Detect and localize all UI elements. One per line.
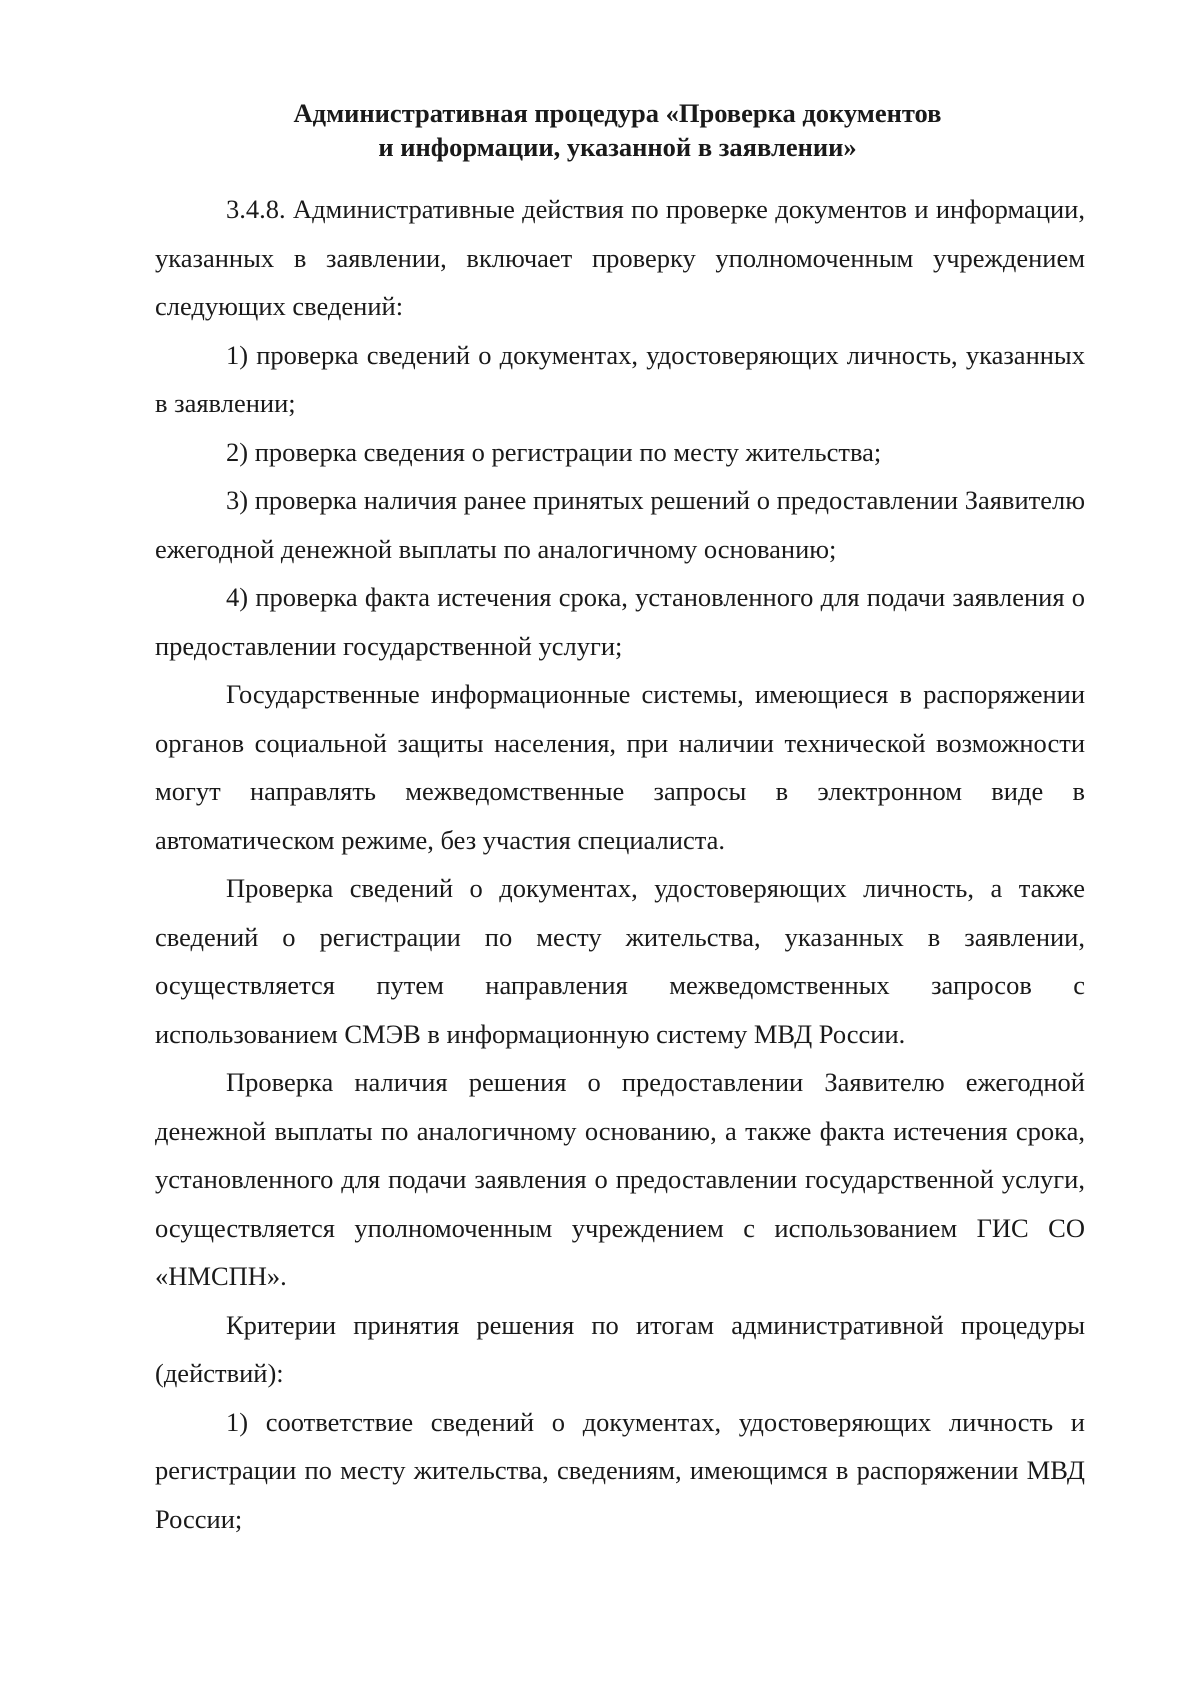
- list-item-2: 2) проверка сведения о регистрации по месту жительства;: [226, 436, 882, 467]
- document-body: [155, 185, 1085, 1543]
- paragraph-info-systems: Государственные информационные системы, имеющиеся в распоряжении органов социальной защиты населения, при наличии технической возможности могут направлять межведомственные запросы в электронном виде в автоматическом режиме, без участия специалиста.: [155, 679, 1085, 855]
- section-heading: [150, 96, 1085, 164]
- heading-line-2: и информации, указанной в заявлении»: [378, 132, 857, 162]
- list-item-3: 3) проверка наличия ранее принятых решений о предоставлении Заявителю ежегодной денежной выплаты по аналогичному основанию;: [155, 485, 1085, 564]
- paragraph-decision-check: Проверка наличия решения о предоставлении Заявителю ежегодной денежной выплаты по аналогичному основанию, а также факта истечения срока, установленного для подачи заявления о предоставлении государственной услуги, осуществляется уполномоченным учреждением с использованием ГИС СО «НМСПН».: [155, 1067, 1085, 1291]
- criteria-item-1: 1) соответствие сведений о документах, удостоверяющих личность и регистрации по месту жительства, сведениям, имеющимся в распоряжении МВД России;: [155, 1406, 1085, 1534]
- list-item-1: 1) проверка сведений о документах, удостоверяющих личность, указанных в заявлении;: [155, 339, 1085, 418]
- list-item-4: 4) проверка факта истечения срока, установленного для подачи заявления о предоставлении государственной услуги;: [155, 582, 1085, 661]
- paragraph-criteria: Критерии принятия решения по итогам административной процедуры (действий):: [155, 1309, 1085, 1388]
- paragraph-identity-check: Проверка сведений о документах, удостоверяющих личность, а также сведений о регистрации по месту жительства, указанных в заявлении, осуществляется путем направления межведомственных запросов с использованием СМЭВ в информационную систему МВД России.: [155, 873, 1085, 1049]
- paragraph-3-4-8: 3.4.8. Административные действия по проверке документов и информации, указанных в заявлении, включает проверку уполномоченным учреждением следующих сведений:: [155, 194, 1085, 321]
- heading-line-1: Административная процедура «Проверка документов: [293, 98, 942, 128]
